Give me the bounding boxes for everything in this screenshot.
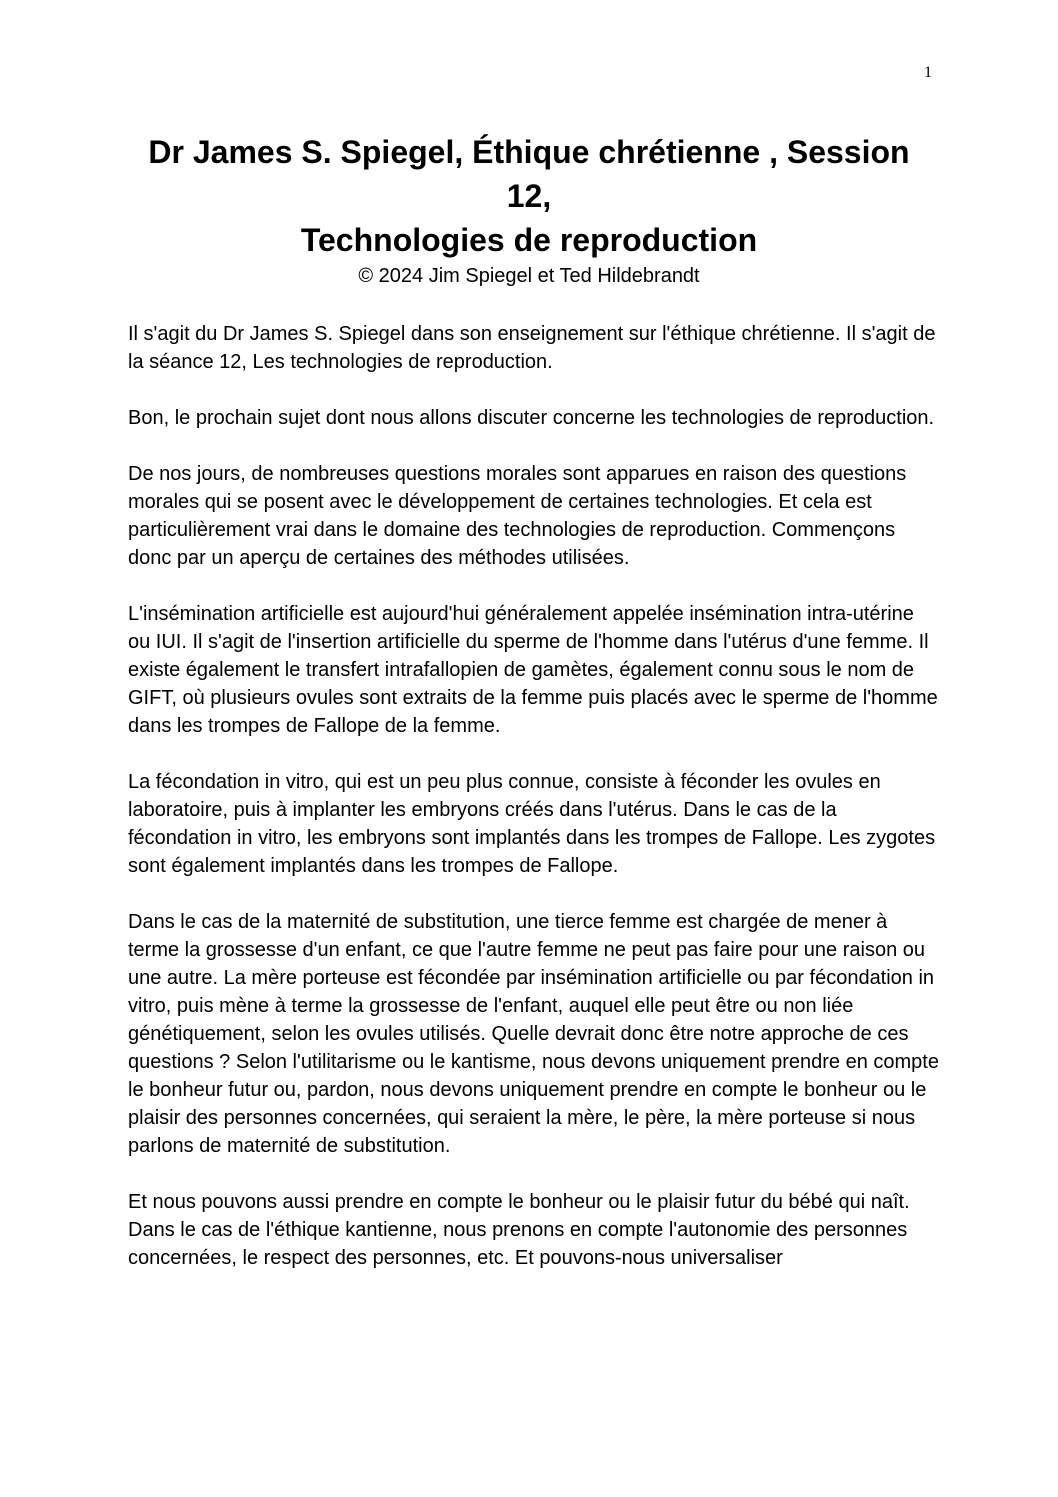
paragraph: L'insémination artificielle est aujourd'hui généralement appelée insémination intra-utérine ou IUI. Il s'agit de l'insertion artificielle du sperme de l'homme dans l'utérus d'une femme. Il existe également le transfert intrafallopien de gamètes, également connu sous le nom de GIFT, où plusieurs ovules sont extraits de la femme puis placés avec le sperme de l'homme dans les trompes de Fallope de la femme. — [128, 603, 938, 737]
document-title-line-1: Dr James S. Spiegel, Éthique chrétienne , Session — [148, 134, 910, 170]
paragraph: La fécondation in vitro, qui est un peu plus connue, consiste à féconder les ovules en laboratoire, puis à implanter les embryons créés dans l'utérus. Dans le cas de la fécondation in vitro, les embryons sont implantés dans les trompes de Fallope. Les zygotes sont également implantés dans les trompes de Fallope. — [128, 771, 936, 877]
document-header — [128, 130, 930, 290]
document-title-line-3: Technologies de reproduction — [300, 222, 758, 258]
paragraph: Dans le cas de la maternité de substitution, une tierce femme est chargée de mener à terme la grossesse d'un enfant, ce que l'autre femme ne peut pas faire pour une raison ou une autre. La mère porteuse est fécondée par insémination artificielle ou par fécondation in vitro, puis mène à terme la grossesse de l'enfant, auquel elle peut être ou non liée génétiquement, selon les ovules utilisés. Quelle devrait donc être notre approche de ces questions ? Selon l'utilitarisme ou le kantisme, nous devons uniquement prendre en compte le bonheur futur ou, pardon, nous devons uniquement prendre en compte le bonheur ou le plaisir des personnes concernées, qui seraient la mère, le père, la mère porteuse si nous parlons de maternité de substitution. — [128, 911, 939, 1157]
paragraph: Et nous pouvons aussi prendre en compte le bonheur ou le plaisir futur du bébé qui naît. Dans le cas de l'éthique kantienne, nous prenons en compte l'autonomie des personnes concernées, le respect des personnes, etc. Et pouvons-nous universaliser — [128, 1191, 910, 1269]
paragraph: Il s'agit du Dr James S. Spiegel dans son enseignement sur l'éthique chrétienne. Il s'agit de la séance 12, Les technologies de reproduction. — [128, 323, 936, 373]
page-number: 1 — [924, 64, 932, 81]
paragraph: De nos jours, de nombreuses questions morales sont apparues en raison des questions morales qui se posent avec le développement de certaines technologies. Et cela est particulièrement vrai dans le domaine des technologies de reproduction. Commençons donc par un aperçu de certaines des méthodes utilisées. — [128, 463, 907, 569]
copyright-notice: © 2024 Jim Spiegel et Ted Hildebrandt — [358, 265, 700, 287]
document-body — [128, 320, 940, 1300]
document-title-line-2: 12, — [506, 178, 552, 214]
paragraph: Bon, le prochain sujet dont nous allons discuter concerne les technologies de reproduction. — [128, 407, 935, 429]
